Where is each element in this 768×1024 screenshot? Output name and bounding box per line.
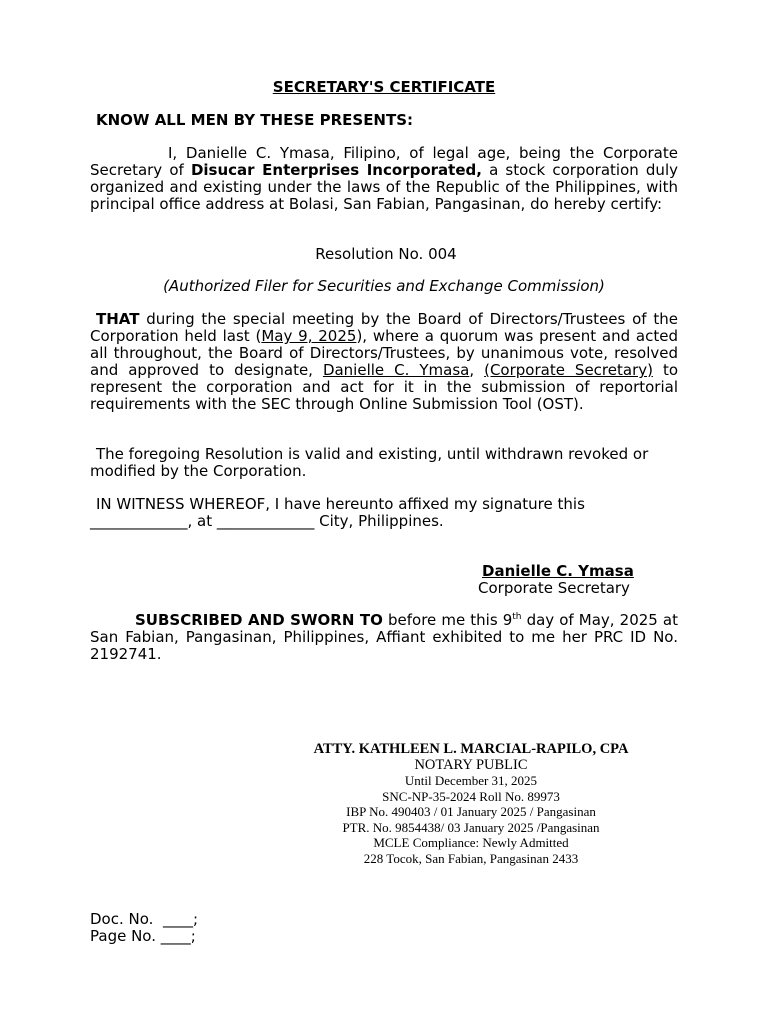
salutation: KNOW ALL MEN BY THESE PRESENTS: [96,111,414,129]
resolution-subtitle: (Authorized Filer for Securities and Exchange Commission) [163,277,605,295]
resolution-number: Resolution No. 004 [315,245,457,263]
notary-name: ATTY. KATHLEEN L. MARCIAL-RAPILO, CPA [313,741,629,757]
notarial-register [90,911,390,945]
notary-detail-line: 228 Tocok, San Fabian, Pangasinan 2433 [363,850,579,866]
signatory-name: Danielle C. Ymasa [482,562,634,580]
jurat-paragraph: SUBSCRIBED AND SWORN TO before me this 9th day of May, 2025 at San Fabian, Pangasinan, Philippines, Affiant exhibited to me her PRC ID No. 2192741. [90,611,678,663]
notary-detail-line: PTR. No. 9854438/ 03 January 2025 /Pangasinan [342,819,600,835]
city-blank: _____________ [216,512,315,530]
notary-block [255,741,687,866]
notary-detail-line: SNC-NP-35-2024 Roll No. 89973 [382,788,560,804]
notary-detail-line: MCLE Compliance: Newly Admitted [373,835,569,850]
notary-role: NOTARY PUBLIC [414,757,528,773]
signatory-title: Corporate Secretary [478,579,630,597]
notary-detail-line: IBP No. 490403 / 01 January 2025 / Pangasinan [346,804,596,819]
page-title: SECRETARY'S CERTIFICATE [272,78,496,96]
page-number: Page No. ____; [90,927,196,945]
meeting-date: May 9, 2025 [261,327,357,345]
doc-number: Doc. No. ____; [90,910,199,928]
signature-block [478,563,678,597]
notary-detail-line: Until December 31, 2025 [404,773,538,788]
resolution-body: THAT during the special meeting by the Board of Directors/Trustees of the Corporation held last (May 9, 2025), where a quorum was present and acted all throughout, the Board of Directors/Trustees, by unanimous vote, resolved and approved to designate, Danielle C. Ymasa, (Corporate Secretary) to represent the corporation and act for it in the submission of reportorial requirements with the SEC through Online Submission Tool (OST). [90,310,679,413]
company-name: Disucar Enterprises Incorporated, [190,161,482,179]
intro-paragraph: I, Danielle C. Ymasa, Filipino, of legal age, being the Corporate Secretary of Disucar Enterprises Incorporated, a stock corporation duly organized and existing under the laws of the Republic of the Philippines, with principal office address at Bolasi, San Fabian, Pangasinan, do hereby certify: [90,144,678,213]
foregoing-paragraph: The foregoing Resolution is valid and existing, until withdrawn revoked or modified by the Corporation. [90,445,649,480]
witness-paragraph: IN WITNESS WHEREOF, I have hereunto affixed my signature this _____________, at _____________ City, Philippines. [90,495,585,530]
designee-position: (Corporate Secretary) [484,361,653,379]
designee-name: Danielle C. Ymasa [322,361,470,379]
date-blank: _____________ [90,512,188,530]
